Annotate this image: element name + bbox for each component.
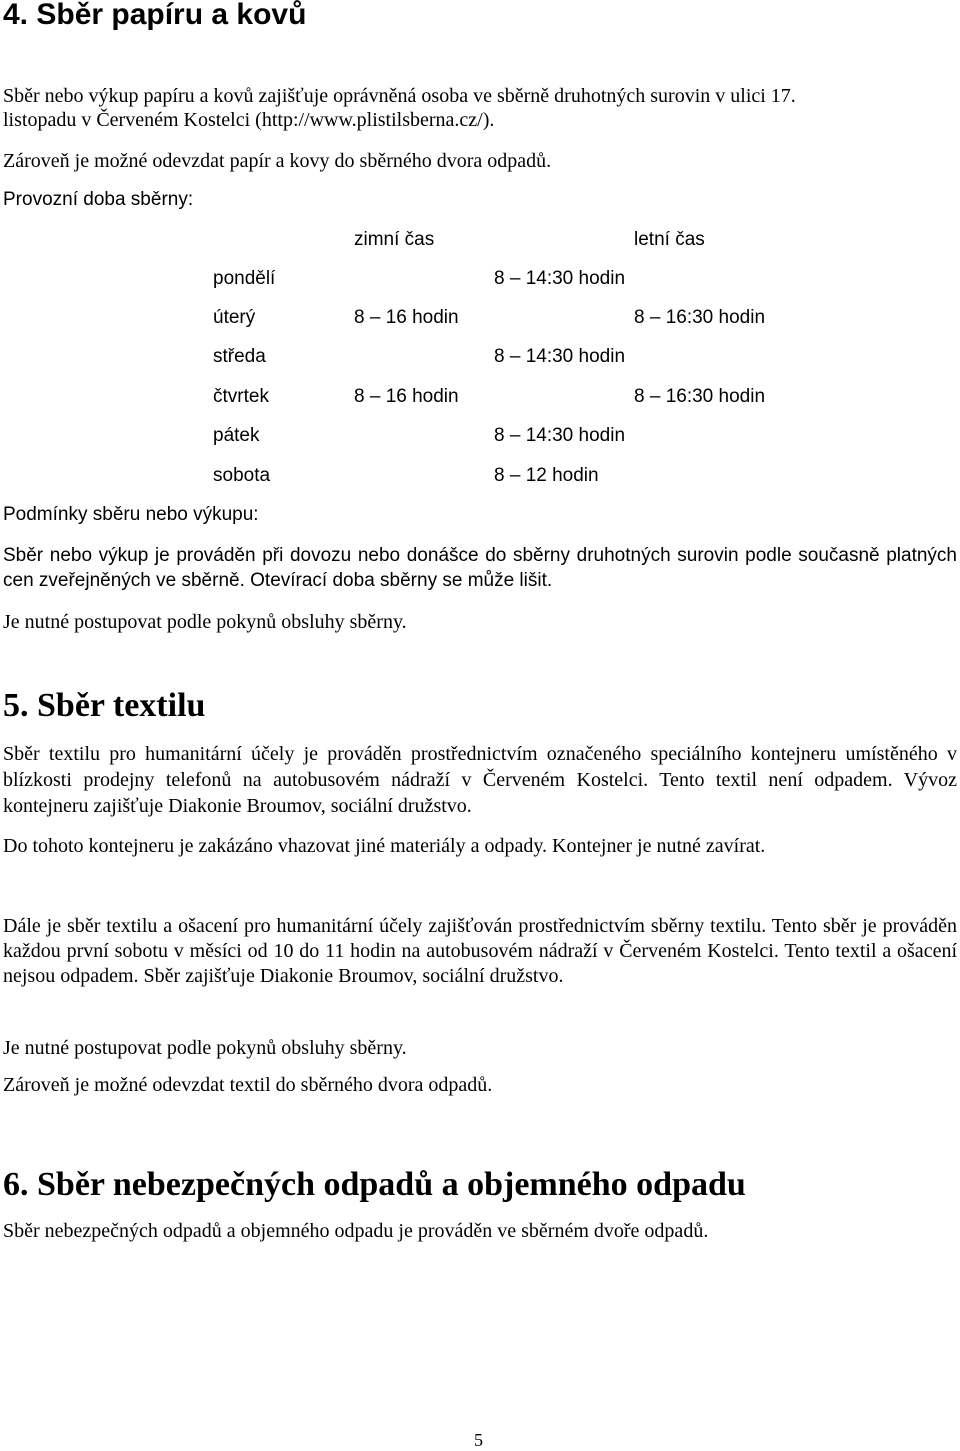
page-number: 5 xyxy=(474,1430,483,1450)
hours-saturday: 8 – 12 hodin xyxy=(494,465,599,486)
day-saturday: sobota xyxy=(213,465,271,486)
section-4-heading: 4. Sběr papíru a kovů xyxy=(3,0,307,31)
section-5-para-3: Dále je sběr textilu a ošacení pro humanitární účely zajišťován prostřednictvím sběrny textilu. Tento sběr je prováděn každou první sobotu v měsíci od 10 do 11 hodin na autobusovém nádraží v Červeném Kostelci. Tento textil a ošacení nejsou odpadem. Sběr zajišťuje Diakonie Broumov, sociální družstvo. xyxy=(3,915,957,987)
day-monday: pondělí xyxy=(213,268,276,289)
section-4-intro-line-1: Sběr nebo výkup papíru a kovů zajišťuje oprávněná osoba ve sběrně druhotných surovin v ulici 17. xyxy=(3,85,796,107)
hours-label: Provozní doba sběrny: xyxy=(3,189,194,210)
section-4-also-text: Zároveň je možné odevzdat papír a kovy do sběrného dvora odpadů. xyxy=(3,150,552,172)
conditions-label: Podmínky sběru nebo výkupu: xyxy=(3,504,259,525)
section-5-para-2: Do tohoto kontejneru je zakázáno vhazovat jiné materiály a odpady. Kontejner je nutné zavírat. xyxy=(3,835,766,857)
hours-thursday-summer: 8 – 16:30 hodin xyxy=(634,386,766,407)
day-tuesday: úterý xyxy=(213,307,256,328)
hours-friday: 8 – 14:30 hodin xyxy=(494,425,626,446)
section-5-para-4: Je nutné postupovat podle pokynů obsluhy sběrny. xyxy=(3,1037,407,1059)
hours-monday: 8 – 14:30 hodin xyxy=(494,268,626,289)
day-wednesday: středa xyxy=(213,346,266,367)
hours-tuesday-winter: 8 – 16 hodin xyxy=(354,307,459,328)
section-5-heading: 5. Sběr textilu xyxy=(3,687,206,724)
column-header-winter: zimní čas xyxy=(354,229,435,250)
hours-wednesday: 8 – 14:30 hodin xyxy=(494,346,626,367)
column-header-summer: letní čas xyxy=(634,229,705,250)
hours-tuesday-summer: 8 – 16:30 hodin xyxy=(634,307,766,328)
opening-hours-table xyxy=(0,0,960,540)
section-5-para-5: Zároveň je možné odevzdat textil do sběrného dvora odpadů. xyxy=(3,1074,493,1096)
section-6-heading: 6. Sběr nebezpečných odpadů a objemného odpadu xyxy=(3,1166,746,1203)
conditions-text: Sběr nebo výkup je prováděn při dovozu nebo donášce do sběrny druhotných surovin podle současně platných cen zveřejněných ve sběrně. Otevírací doba sběrny se může lišit. xyxy=(3,545,957,591)
section-5-para-1: Sběr textilu pro humanitární účely je prováděn prostřednictvím označeného speciálního kontejneru umístěného v blízkosti prodejny telefonů na autobusovém nádraží v Červeném Kostelci. Tento textil není odpadem. Vývoz kontejneru zajišťuje Diakonie Broumov, sociální družstvo. xyxy=(3,743,957,817)
section-4-instruction: Je nutné postupovat podle pokynů obsluhy sběrny. xyxy=(3,611,407,633)
section-4-intro-line-2: listopadu v Červeném Kostelci (http://www.plistilsberna.cz/). xyxy=(3,109,495,131)
day-friday: pátek xyxy=(213,425,260,446)
day-thursday: čtvrtek xyxy=(213,386,269,407)
hours-thursday-winter: 8 – 16 hodin xyxy=(354,386,459,407)
section-6-para-1: Sběr nebezpečných odpadů a objemného odpadu je prováděn ve sběrném dvoře odpadů. xyxy=(3,1220,709,1242)
